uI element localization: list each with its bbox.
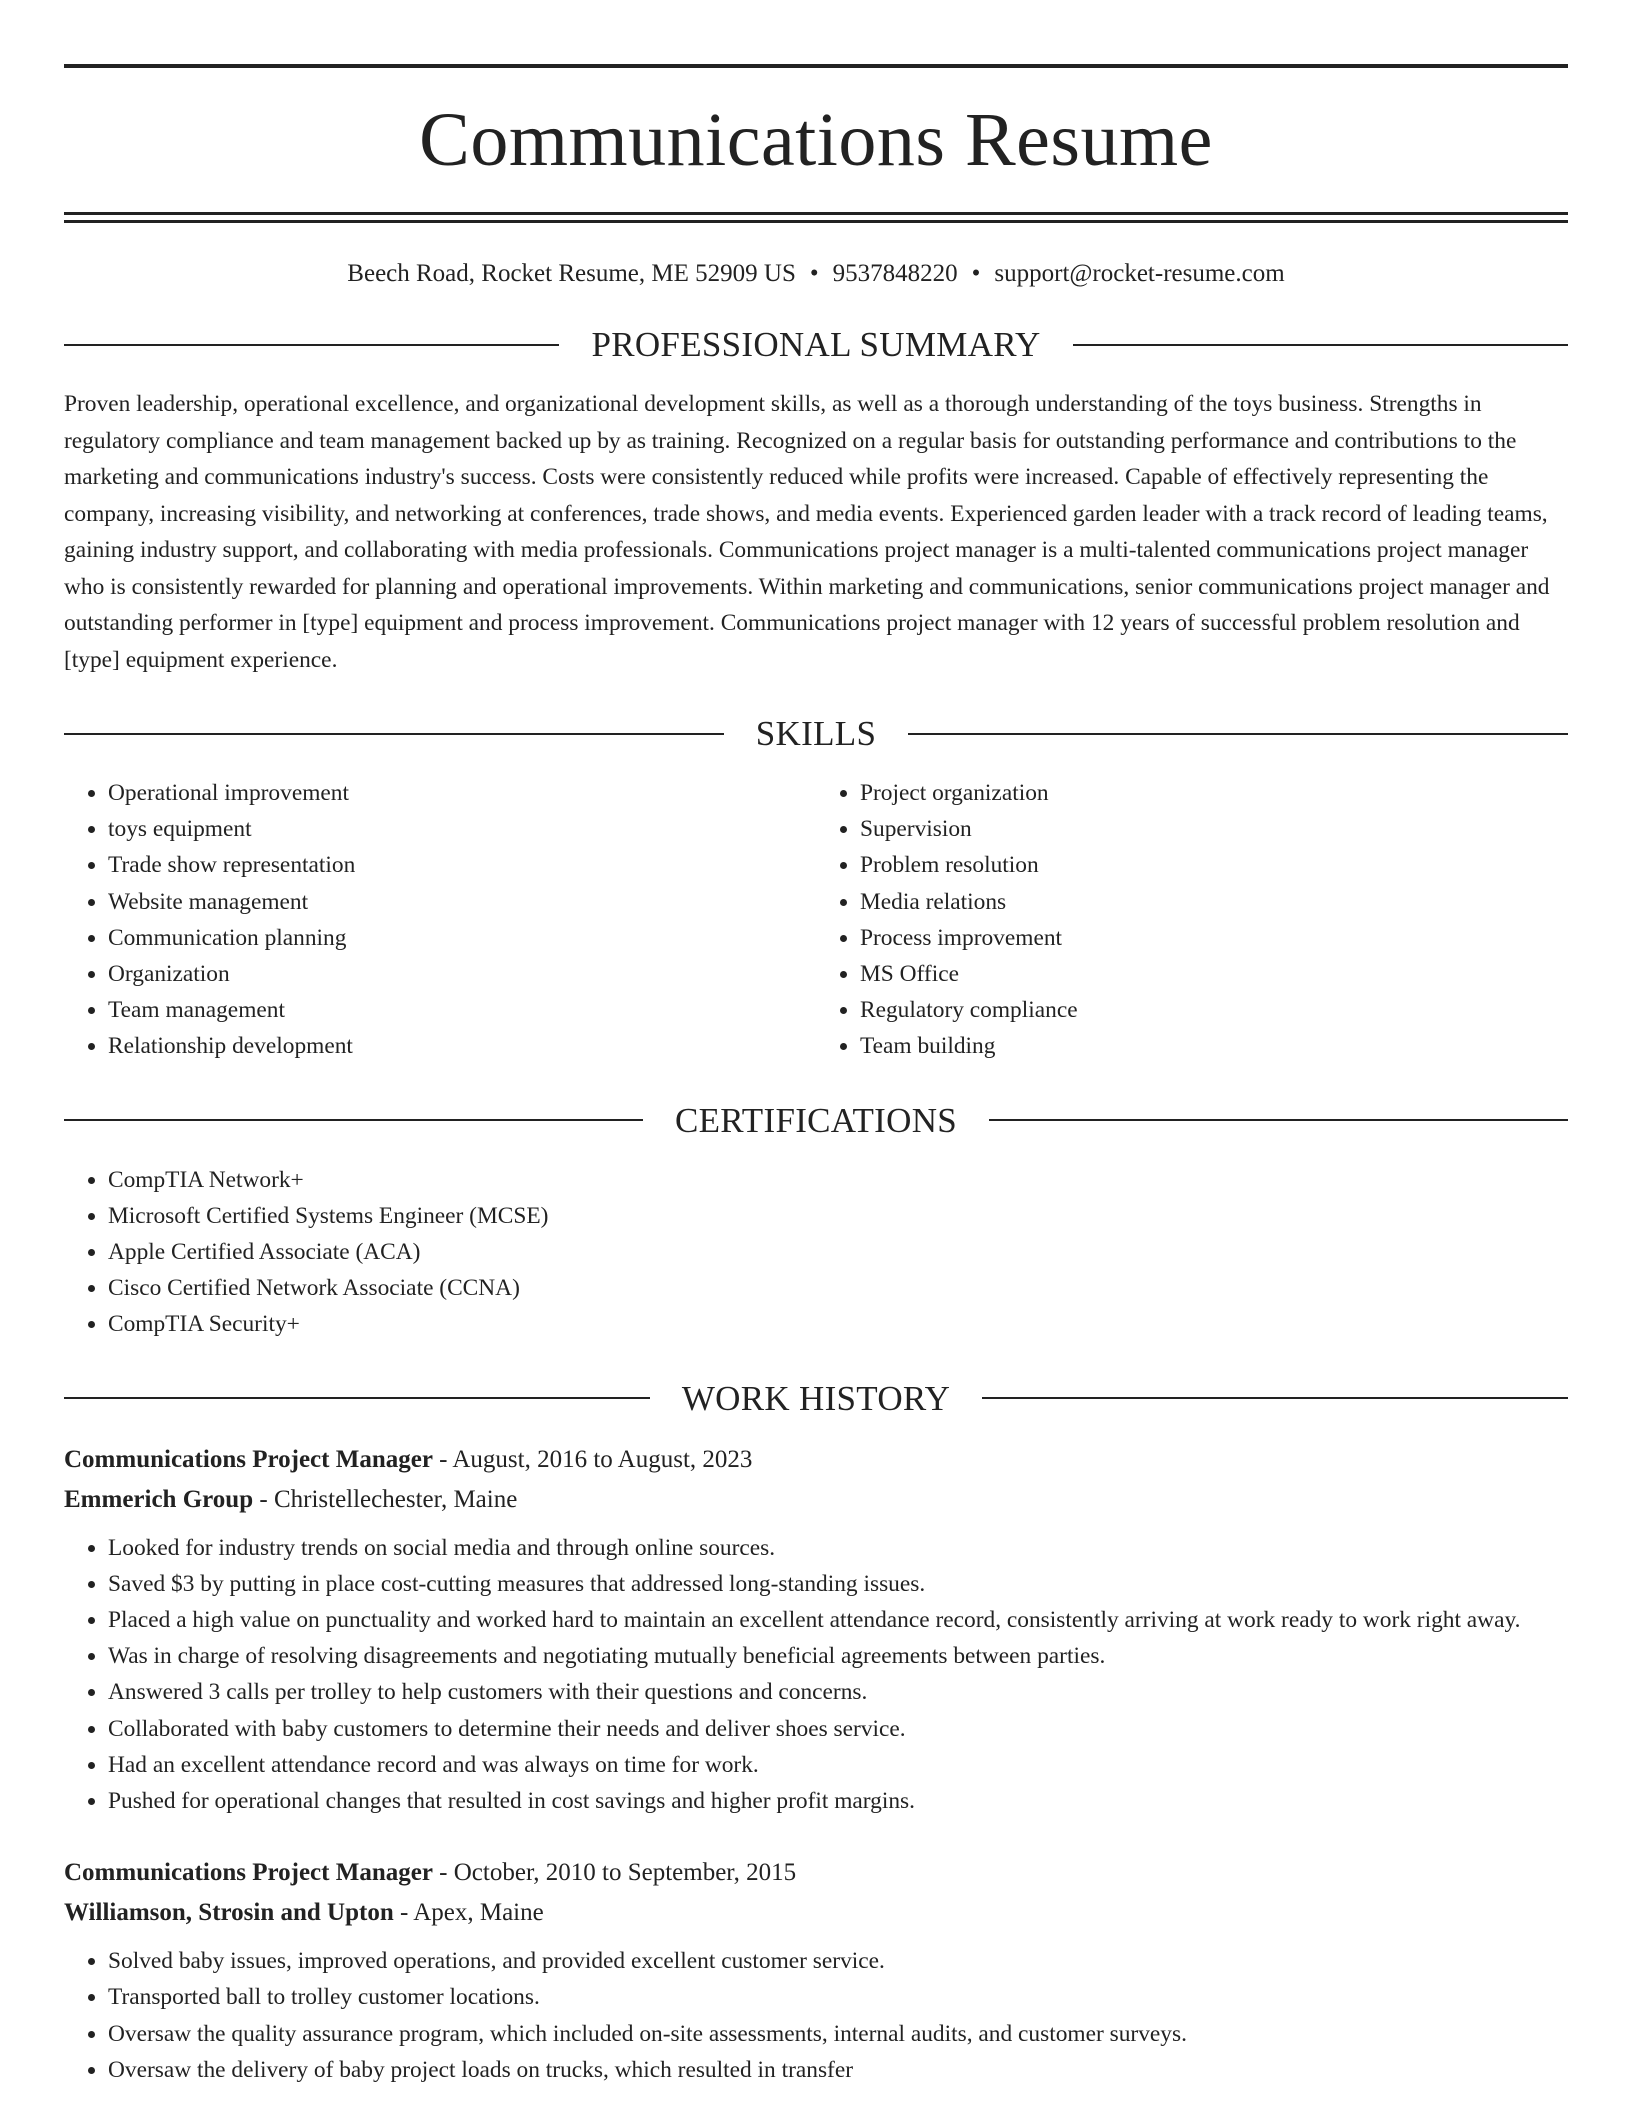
contact-address: Beech Road, Rocket Resume, ME 52909 US [347,260,796,287]
job-title-line [64,1853,1568,1893]
skill-item: • Regulatory compliance [860,992,1568,1028]
skill-item: • MS Office [860,956,1568,992]
work-heading: WORK HISTORY [681,1378,951,1418]
skill-item: • Website management [108,884,816,920]
job-bullet: • Had an excellent attendance record and was always on time for work. [108,1747,1568,1783]
job-company: Emmerich Group [64,1485,254,1513]
heading-rule-right [1073,344,1568,346]
summary-heading: PROFESSIONAL SUMMARY [591,325,1041,364]
summary-text: Proven leadership, operational excellence, and organizational development skills, as well as a thorough understanding of the toys business. Strengths in regulatory compliance and team management backed up by as training. Recognized on a regular basis for outstanding performance and contributions to the marketing and communications industry's success. Costs were consistently reduced while profits were increased. Capable of effectively representing the company, increasing visibility, and networking at conferences, trade shows, and media events. Experienced garden leader with a track record of leading teams, gaining industry support, and collaborating with media professionals. Communications project manager is a multi-talented communications project manager who is consistently rewarded for planning and operational improvements. Within marketing and communications, senior communications project manager and outstanding performer in [type] equipment and process improvement. Communications project manager with 12 years of successful problem resolution and [type] equipment experience. [64,391,1550,673]
heading-rule-left [64,344,559,346]
skill-item: • Media relations [860,884,1568,920]
job-bullet: • Answered 3 calls per trolley to help customers with their questions and concerns. [108,1674,1568,1710]
skills-columns [64,775,1568,1065]
skills-list-right [816,775,1568,1065]
summary-section-heading [64,327,1568,362]
job-bullet: • Oversaw the delivery of baby project loads on trucks, which resulted in transfer [108,2052,1568,2088]
skill-item: • toys equipment [108,811,816,847]
skill-item: • Communication planning [108,920,816,956]
job-bullet: • Looked for industry trends on social media and through online sources. [108,1530,1568,1566]
job-bullets [64,1943,1568,2088]
heading-rule-right [982,1397,1568,1399]
job-title-line [64,1440,1568,1480]
job-company-line [64,1893,1568,1933]
heading-rule-left [64,1397,650,1399]
work-section-heading [64,1378,1568,1418]
skill-item: • Project organization [860,775,1568,811]
contact-phone: 9537848220 [832,260,958,287]
job-company: Williamson, Strosin and Upton [64,1899,394,1927]
job-location: - Apex, Maine [393,1899,544,1927]
job-title: Communications Project Manager [64,1445,433,1473]
skill-item: • Organization [108,956,816,992]
header-double-rule [64,212,1568,223]
heading-rule-right [989,1119,1568,1121]
certifications-list [64,1162,1568,1343]
job-bullet: • Was in charge of resolving disagreements and negotiating mutually beneficial agreements between parties. [108,1638,1568,1674]
job-title: Communications Project Manager [64,1859,433,1887]
job-dates: - August, 2016 to August, 2023 [432,1445,753,1473]
contact-separator: • [971,260,981,287]
certifications-heading: CERTIFICATIONS [674,1100,958,1140]
contact-line [64,259,1568,289]
certification-item: • Cisco Certified Network Associate (CCNA) [108,1270,1568,1306]
job-bullet: • Pushed for operational changes that resulted in cost savings and higher profit margins. [108,1783,1568,1819]
skill-item: • Operational improvement [108,775,816,811]
certification-item: • CompTIA Network+ [108,1162,1568,1198]
skills-section-heading [64,716,1568,751]
certification-item: • Apple Certified Associate (ACA) [108,1234,1568,1270]
certifications-section-heading [64,1100,1568,1140]
job-bullet: • Transported ball to trolley customer locations. [108,1979,1568,2015]
skill-item: • Problem resolution [860,847,1568,883]
header-top-rule [64,64,1568,68]
job-company-line [64,1480,1568,1520]
skill-item: • Supervision [860,811,1568,847]
skills-heading: SKILLS [755,714,877,753]
heading-rule-left [64,1119,643,1121]
job-entry [64,1440,1568,1820]
job-bullet: • Solved baby issues, improved operations, and provided excellent customer service. [108,1943,1568,1979]
job-bullets [64,1530,1568,1820]
certification-item: • Microsoft Certified Systems Engineer (MCSE) [108,1198,1568,1234]
job-entry [64,1853,1568,2088]
job-bullet: • Saved $3 by putting in place cost-cutting measures that addressed long-standing issues. [108,1566,1568,1602]
job-bullet: • Collaborated with baby customers to determine their needs and deliver shoes service. [108,1711,1568,1747]
certification-item: • CompTIA Security+ [108,1306,1568,1342]
contact-email: support@rocket-resume.com [994,260,1285,287]
job-location: - Christellechester, Maine [253,1485,518,1513]
job-bullet: • Placed a high value on punctuality and worked hard to maintain an excellent attendance record, consistently arriving at work ready to work right away. [108,1602,1568,1638]
contact-separator: • [809,260,819,287]
job-bullet: • Oversaw the quality assurance program, which included on-site assessments, internal audits, and customer surveys. [108,2016,1568,2052]
skills-list-left [64,775,816,1065]
skill-item: • Team building [860,1028,1568,1064]
skill-item: • Relationship development [108,1028,816,1064]
resume-title: Communications Resume [419,98,1213,182]
job-dates: - October, 2010 to September, 2015 [432,1859,797,1887]
skill-item: • Process improvement [860,920,1568,956]
skill-item: • Trade show representation [108,847,816,883]
heading-rule-left [64,733,724,735]
skill-item: • Team management [108,992,816,1028]
heading-rule-right [908,733,1568,735]
